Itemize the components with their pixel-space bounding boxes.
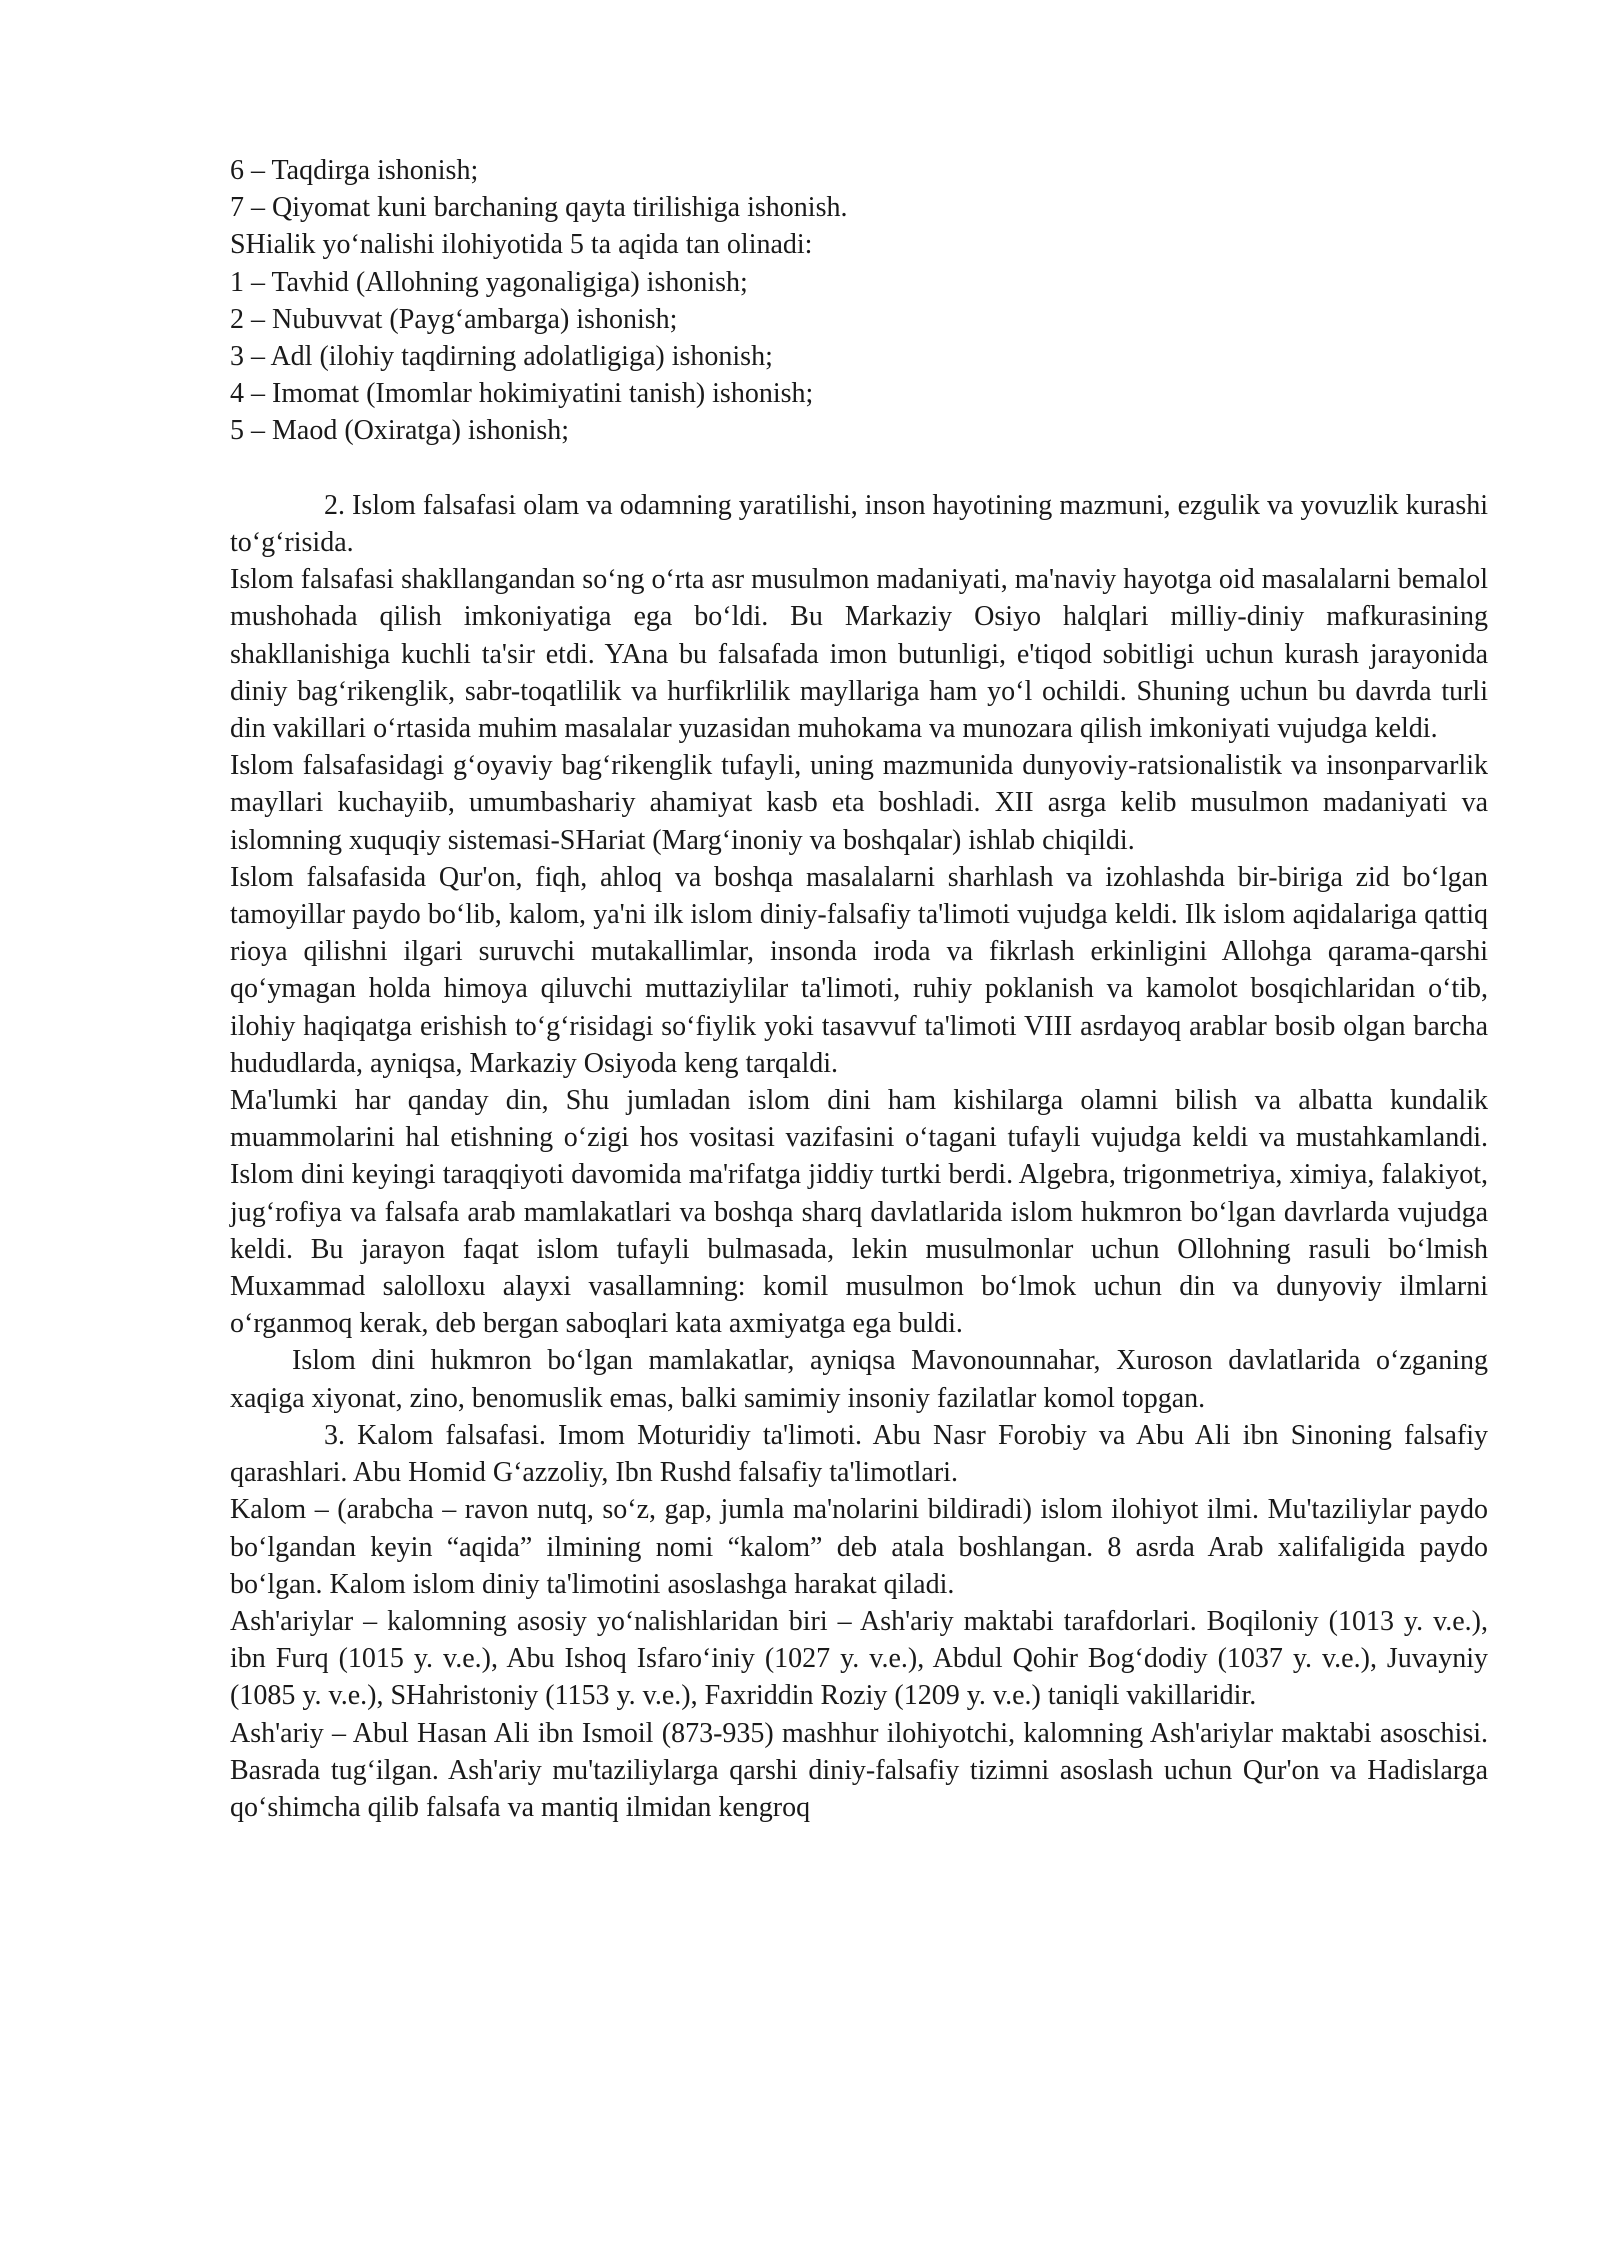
section-heading-3: 3. Kalom falsafasi. Imom Moturidiy ta'limoti. Abu Nasr Forobiy va Abu Ali ibn Sinoning falsafiy qarashlari. Abu Homid G‘azzoliy, Ibn Rushd falsafiy ta'limotlari. — [230, 1419, 1488, 1489]
list-item: 2 – Nubuvvat (Payg‘ambarga) ishonish; — [230, 303, 678, 335]
body-paragraph: Kalom – (arabcha – ravon nutq, so‘z, gap, jumla ma'nolarini bildiradi) islom ilohiyot ilmi. Mu'taziliylar paydo bo‘lgandan keyin “aqida” ilmining nomi “kalom” deb atala boshlangan. 8 asrda Arab xalifaligida paydo bo‘lgan. Kalom islom diniy ta'limotini asoslashga harakat qiladi. — [230, 1494, 1488, 1600]
list-item: 7 – Qiyomat kuni barchaning qayta tirilishiga ishonish. — [230, 192, 848, 224]
body-paragraph: Ash'ariy – Abul Hasan Ali ibn Ismoil (873-935) mashhur ilohiyotchi, kalomning Ash'ariylar maktabi asoschisi. Basrada tug‘ilgan. Ash'ariy mu'taziliylarga qarshi diniy-falsafiy tizimni asoslash uchun Qur'on va Hadislarga qo‘shimcha qilib falsafa va mantiq ilmidan kengroq — [230, 1717, 1488, 1823]
body-paragraph: Ma'lumki har qanday din, Shu jumladan islom dini ham kishilarga olamni bilish va albatta kundalik muammolarini hal etishning o‘zigi hos vositasi vazifasini o‘tagani tufayli vujudga keldi va mustahkamlandi. Islom dini keyingi taraqqiyoti davomida ma'rifatga jiddiy turtki berdi. Algebra, trigonmetriya, ximiya, falakiyot, jug‘rofiya va falsafa arab mamlakatlari va boshqa sharq davlatlarida islom hukmron bo‘lgan davrlarda vujudga keldi. Bu jarayon faqat islom tufayli bulmasada, lekin musulmonlar uchun Ollohning rasuli bo‘lmish Muxammad salolloxu alayxi vasallamning: komil musulmon bo‘lmok uchun din va dunyoviy ilmlarni o‘rganmoq kerak, deb bergan saboqlari kata axmiyatga ega buldi. — [230, 1085, 1488, 1340]
body-paragraph: Islom falsafasida Qur'on, fiqh, ahloq va boshqa masalalarni sharhlash va izohlashda bir-biriga zid bo‘lgan tamoyillar paydo bo‘lib, kalom, ya'ni ilk islom diniy-falsafiy ta'limoti vujudga keldi. Ilk islom aqidalariga qattiq rioya qilishni ilgari suruvchi mutakallimlar, insonda iroda va fikrlash erkinligini Allohga qarama-qarshi qo‘ymagan holda himoya qiluvchi muttaziylilar ta'limoti, ruhiy poklanish va kamolot bosqichlaridan o‘tib, ilohiy haqiqatga erishish to‘g‘risidagi so‘fiylik yoki tasavvuf ta'limoti VIII asrdayoq arablar bosib olgan barcha hududlarda, ayniqsa, Markaziy Osiyoda keng tarqaldi. — [230, 861, 1488, 1079]
blank-line — [230, 450, 1488, 487]
body-paragraph-indented: Islom dini hukmron bo‘lgan mamlakatlar, ayniqsa Mavonounnahar, Xuroson davlatlarida o‘zganing xaqiga xiyonat, zino, benomuslik emas, balki samimiy insoniy fazilatlar komol topgan. — [230, 1345, 1488, 1414]
list-item: 3 – Adl (ilohiy taqdirning adolatligiga) ishonish; — [230, 341, 773, 373]
document-body — [230, 152, 1488, 1826]
shia-intro-line: SHialik yo‘nalishi ilohiyotida 5 ta aqida tan olinadi: — [230, 229, 813, 261]
list-item: 1 – Tavhid (Allohning yagonaligiga) ishonish; — [230, 266, 748, 298]
list-item: 5 – Maod (Oxiratga) ishonish; — [230, 415, 570, 447]
body-paragraph: Ash'ariylar – kalomning asosiy yo‘nalishlaridan biri – Ash'ariy maktabi tarafdorlari. Boqiloniy (1013 y. v.e.), ibn Furq (1015 y. v.e.), Abu Ishoq Isfaro‘iniy (1027 y. v.e.), Abdul Qohir Bog‘dodiy (1037 y. v.e.), Juvayniy (1085 y. v.e.), SHahristoniy (1153 y. v.e.), Faxriddin Roziy (1209 y. v.e.) taniqli vakillaridir. — [230, 1605, 1488, 1712]
body-paragraph: Islom falsafasi shakllangandan so‘ng o‘rta asr musulmon madaniyati, ma'naviy hayotga oid masalalarni bemalol mushohada qilish imkoniyatiga ega bo‘ldi. Bu Markaziy Osiyo halqlari milliy-diniy mafkurasining shakllanishiga kuchli ta'sir etdi. YAna bu falsafada imon butunligi, e'tiqod sobitligi uchun kurash jarayonida diniy bag‘rikenglik, sabr-toqatlilik va hurfikrlilik mayllariga ham yo‘l ochildi. Shuning uchun bu davrda turli din vakillari o‘rtasida muhim masalalar yuzasidan muhokama va munozara qilish imkoniyati vujudga keldi. — [230, 564, 1488, 745]
body-paragraph: Islom falsafasidagi g‘oyaviy bag‘rikenglik tufayli, uning mazmunida dunyoviy-ratsionalistik va insonparvarlik mayllari kuchayiib, umumbashariy ahamiyat kasb eta boshladi. XII asrga kelib musulmon madaniyati va islomning xuquqiy sistemasi-SHariat (Marg‘inoniy va boshqalar) ishlab chiqildi. — [230, 750, 1488, 856]
list-item: 4 – Imomat (Imomlar hokimiyatini tanish) ishonish; — [230, 378, 814, 410]
list-item: 6 – Taqdirga ishonish; — [230, 155, 479, 186]
section-heading-2: 2. Islom falsafasi olam va odamning yaratilishi, inson hayotining mazmuni, ezgulik va yovuzlik kurashi to‘g‘risida. — [230, 489, 1488, 559]
